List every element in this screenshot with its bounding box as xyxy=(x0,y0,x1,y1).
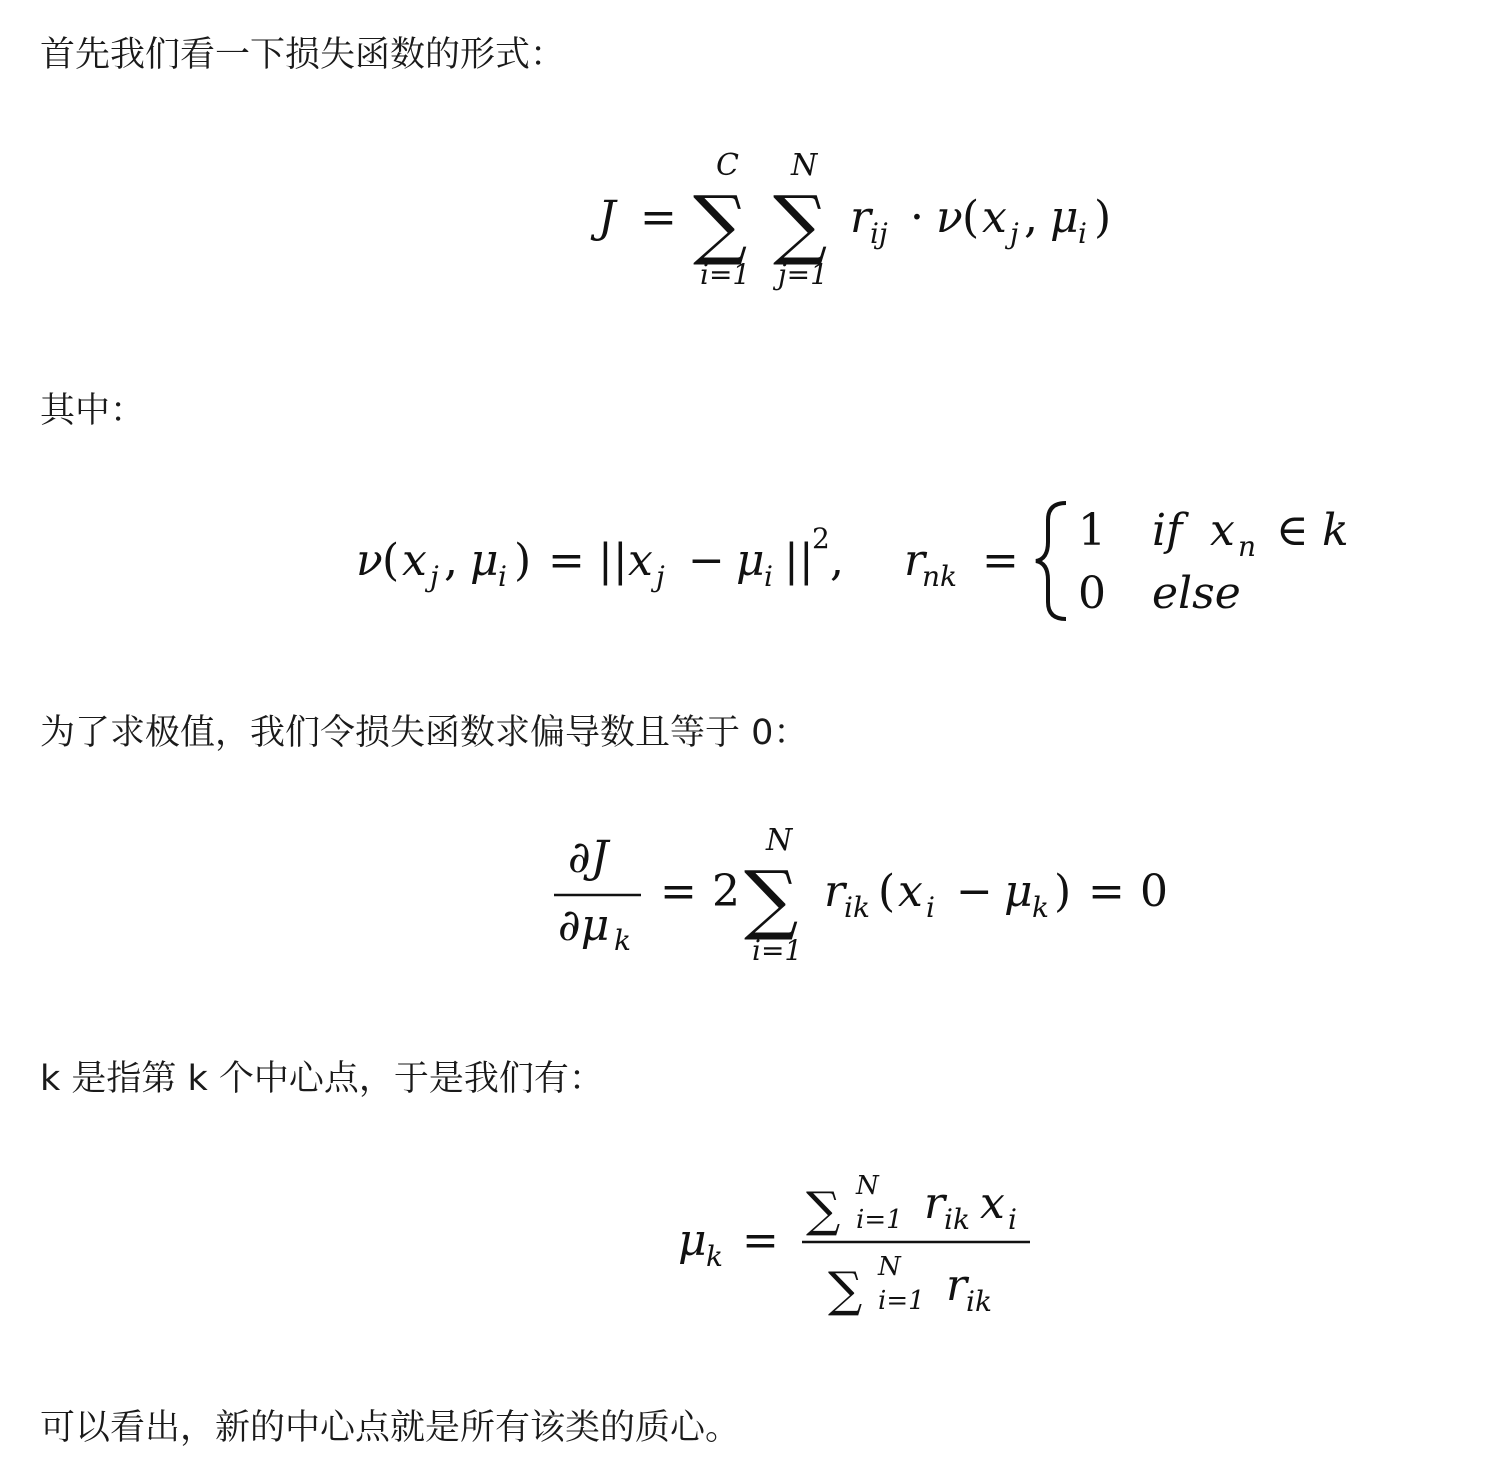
eq3-mu: μ xyxy=(1004,866,1033,917)
eq4-num-upper: N xyxy=(856,1171,879,1201)
eq1-x: x xyxy=(982,192,1007,243)
eq2-comma: , xyxy=(444,535,458,586)
eq3-equals: = xyxy=(660,866,697,917)
eq4-mu-sub: k xyxy=(706,1240,723,1273)
eq3-denominator-sub: k xyxy=(614,924,631,957)
eq1-sum1-sigma: ∑ xyxy=(693,179,748,268)
eq1-r: r xyxy=(850,192,872,243)
eq4-num-x-sub: i xyxy=(1008,1203,1017,1236)
eq2-case1-value: 1 xyxy=(1078,505,1106,556)
eq2-norm-x: x xyxy=(628,535,653,586)
eq1-lhs: J xyxy=(598,192,616,243)
eq2-case1-x-sub: n xyxy=(1238,530,1257,563)
eq2-norm-mu-sub: i xyxy=(764,560,773,593)
intro-text: 首先我们看一下损失函数的形式： xyxy=(40,35,566,75)
eq4-num-lower: i=1 xyxy=(856,1205,903,1235)
eq1-comma: , xyxy=(1024,192,1038,243)
eq2-sep-comma: , xyxy=(830,535,844,586)
eq4-equals: = xyxy=(742,1215,779,1266)
eq3-sum-sigma: ∑ xyxy=(744,854,799,943)
eq3-denominator: ∂μ xyxy=(558,900,610,951)
eq2-case1-in: ∈ xyxy=(1276,505,1309,556)
eq4-den-r-sub: ik xyxy=(966,1285,992,1318)
eq2-mu: μ xyxy=(470,535,499,586)
eq3-sum-upper: N xyxy=(766,823,793,858)
eq2-x: x xyxy=(402,535,427,586)
eq4-num-x: x xyxy=(980,1178,1005,1229)
eq3-rparen: ) xyxy=(1054,866,1072,917)
eq4-den-sigma: ∑ xyxy=(828,1262,863,1318)
eq4-num-r-sub: ik xyxy=(944,1203,970,1236)
eq1-sum2-lower: j=1 xyxy=(778,258,828,291)
eq2-power: 2 xyxy=(812,522,830,555)
eq1-lparen: ( xyxy=(962,192,980,243)
eq1-sum2-upper: N xyxy=(791,148,818,183)
eq3-numerator: ∂J xyxy=(568,832,609,883)
eq4-num-r: r xyxy=(924,1178,946,1229)
eq1-equals: = xyxy=(640,192,677,243)
conclusion-text: 可以看出，新的中心点就是所有该类的质心。 xyxy=(40,1408,741,1448)
eq3-rhs: 0 xyxy=(1140,866,1168,917)
eq3-lparen: ( xyxy=(878,866,896,917)
eq1-r-sub: ij xyxy=(870,217,888,250)
eq2-lparen: ( xyxy=(382,535,400,586)
eq1-mu: μ xyxy=(1050,192,1079,243)
eq2-case1-x: x xyxy=(1210,505,1235,556)
eq2-mu-sub: i xyxy=(498,560,507,593)
eq3-equals2: = xyxy=(1088,866,1125,917)
eq1-sum1-lower: i=1 xyxy=(700,258,751,291)
eq3-x: x xyxy=(898,866,923,917)
eq2-x-sub: j xyxy=(430,560,439,593)
eq4-num-sigma: ∑ xyxy=(806,1182,841,1238)
eq4-group xyxy=(678,1171,1030,1318)
eq2-minus: − xyxy=(688,535,725,586)
eq1-mu-sub: i xyxy=(1078,217,1087,250)
eq2-rparen: ) xyxy=(514,535,532,586)
eq3-r: r xyxy=(824,866,846,917)
eq2-norm-mu: μ xyxy=(736,535,765,586)
eq2-r: r xyxy=(904,535,926,586)
eq2-nu: ν xyxy=(356,535,383,586)
eq4-den-upper: N xyxy=(878,1252,901,1282)
eq3-coefficient: 2 xyxy=(712,866,740,917)
eq4-den-lower: i=1 xyxy=(878,1286,925,1316)
eq2-r-sub: nk xyxy=(922,560,957,593)
eq1-sum2-sigma: ∑ xyxy=(773,179,828,268)
eq2-equals: = xyxy=(548,535,585,586)
eq1-sum1-upper: C xyxy=(716,148,739,183)
eq1-nu: ν xyxy=(936,192,963,243)
eq3-r-sub: ik xyxy=(844,891,870,924)
eq1-x-sub: j xyxy=(1010,217,1019,250)
eq2-equals2: = xyxy=(982,535,1019,586)
eq3-mu-sub: k xyxy=(1032,891,1049,924)
where-text: 其中： xyxy=(40,391,146,431)
eq2-norm-right: || xyxy=(784,535,814,586)
eq4-den-r: r xyxy=(946,1260,968,1311)
eq2-case2-else: else xyxy=(1152,568,1241,619)
eq2-case1-if: if xyxy=(1152,505,1183,556)
eq2-norm-left: || xyxy=(598,535,628,586)
eq3-x-sub: i xyxy=(926,891,935,924)
eq3-sum-lower: i=1 xyxy=(752,934,803,967)
eq1-rparen: ) xyxy=(1094,192,1112,243)
eq2-case1-k: k xyxy=(1322,505,1349,556)
derivative-intro-text: 为了求极值，我们令损失函数求偏导数且等于 0： xyxy=(40,713,809,753)
eq3-minus: − xyxy=(956,866,993,917)
eq1-dot: · xyxy=(910,192,924,243)
eq2-case2-value: 0 xyxy=(1078,568,1106,619)
eq2-norm-x-sub: j xyxy=(656,560,665,593)
eq4-mu: μ xyxy=(678,1215,707,1266)
kth-center-text: k 是指第 k 个中心点，于是我们有： xyxy=(40,1059,604,1099)
